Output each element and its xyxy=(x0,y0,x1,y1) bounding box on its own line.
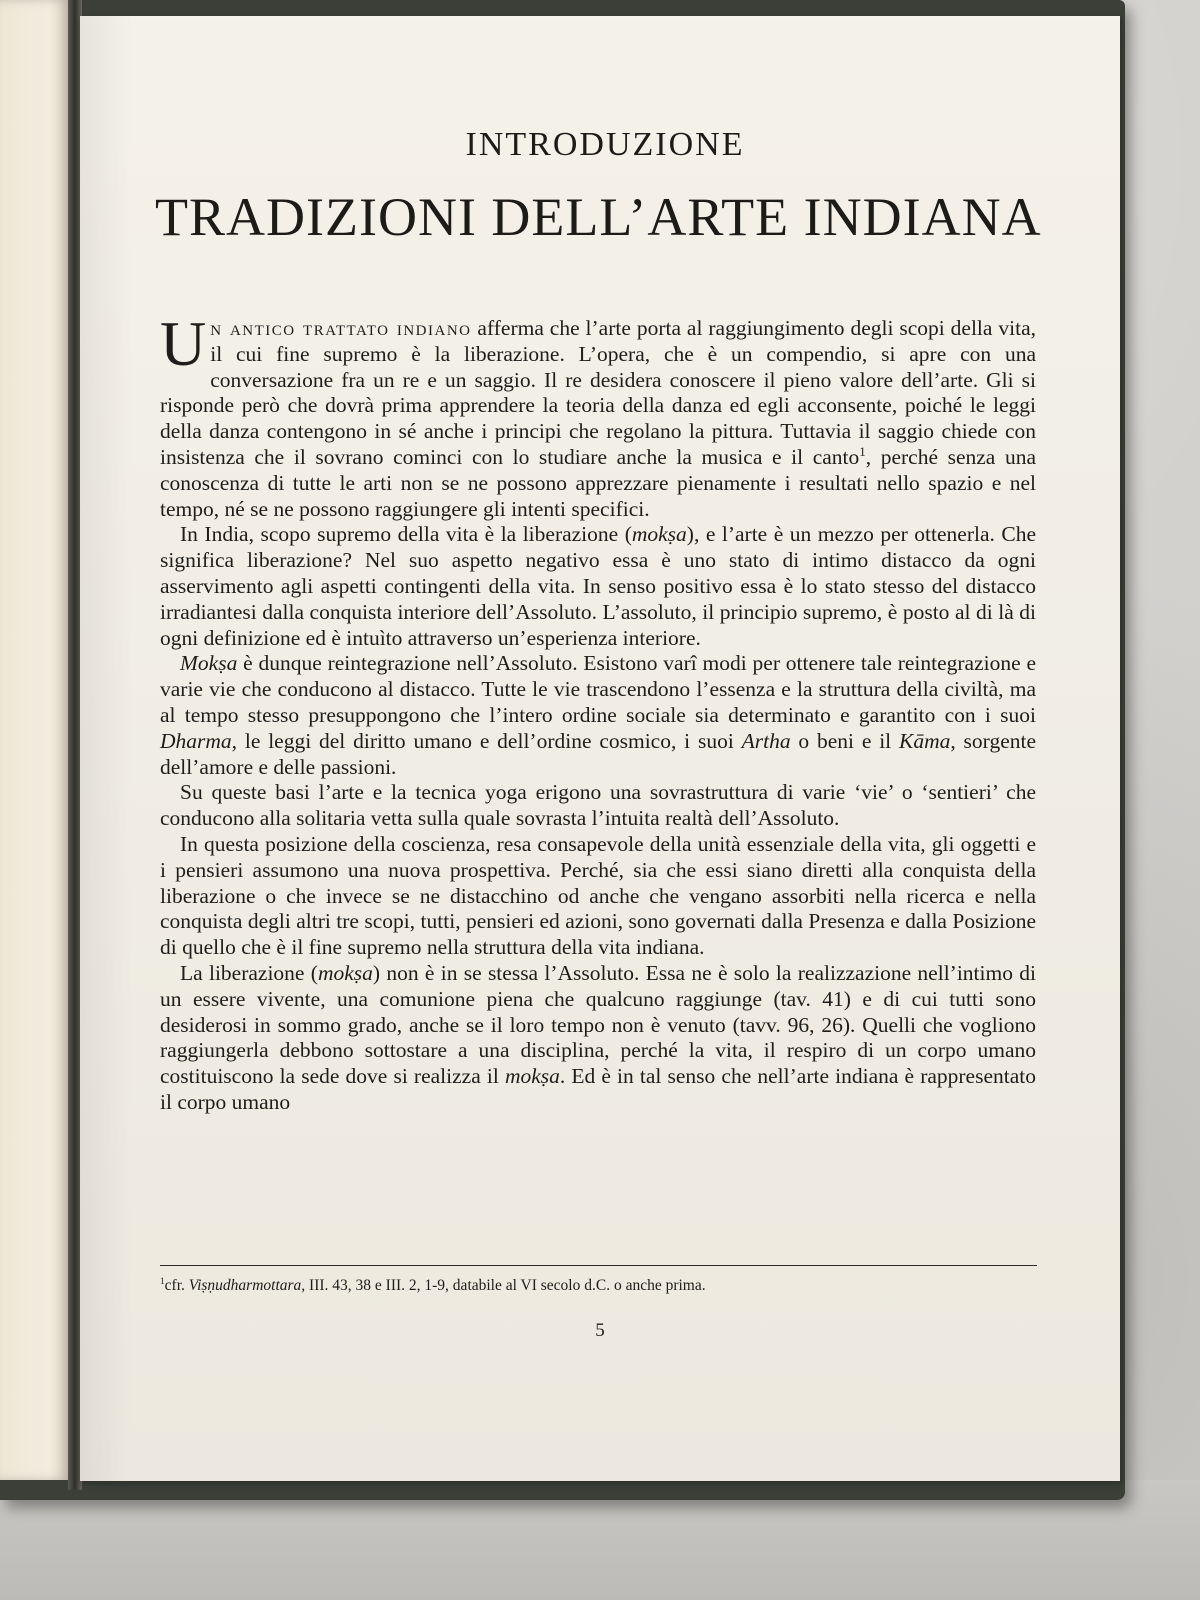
footnote-marker: 1 xyxy=(859,444,866,459)
paragraph-text: In India, scopo supremo della vita è la liberazione ( xyxy=(180,522,632,547)
italic-term: Mokṣa xyxy=(180,651,238,676)
chapter-title: TRADIZIONI DELL’ARTE INDIANA xyxy=(155,187,1042,247)
paragraph-4: Su queste basi l’arte e la tecnica yoga erigono una sovrastruttura di varie ‘vie’ o ‘sentieri’ che conducono alla solitaria vetta sulla quale sovrasta l’intuita realtà dell’Assoluto. xyxy=(160,780,1036,831)
italic-term: mokṣa xyxy=(504,1064,560,1089)
opening-smallcaps: n antico trattato indiano xyxy=(210,316,472,340)
italic-term: Kāma xyxy=(898,728,951,753)
paragraph-text: , sorgente dell’amore e delle passioni. xyxy=(160,728,1037,779)
paragraph-text: o beni e il xyxy=(790,728,899,753)
footnote-text: cfr. xyxy=(164,1277,189,1294)
paragraph-text: . Ed è in tal senso che nell’arte indiana è rappresentato il corpo umano xyxy=(160,1064,1036,1114)
italic-term: Dharma xyxy=(160,728,232,753)
footnote xyxy=(160,1277,1037,1295)
paragraph-1 xyxy=(160,308,1037,522)
paragraph-text: , le leggi del diritto umano e dell’ordine cosmico, i suoi xyxy=(231,728,742,753)
page-header xyxy=(155,126,1042,248)
paragraph-text: ) non è in se stessa l’Assoluto. Essa ne è solo la realizzazione nell’intimo di un essere vivente, una comunione piena che qualcuno raggiunge (tav. 41) e di cui tutti sono desiderosi in sommo grado, anche se il loro tempo non è venuto (tavv. 96, 26). Quelli che vogliono raggiungerla debbono sottostare a una disciplina, perché la vita, il respiro di un corpo umano costituiscono la sede dove si realizza il xyxy=(160,960,1036,1089)
drop-cap: U xyxy=(160,308,207,379)
section-heading: INTRODUZIONE xyxy=(465,126,745,163)
paragraph-text: , perché senza una conoscenza di tutte le arti non se ne possono apprezzare pienamente i resultati nello spazio e nel tempo, né se ne possono raggiungere gli intenti specifici. xyxy=(160,444,1037,521)
page-number: 5 xyxy=(595,1320,605,1341)
paragraph-text: La liberazione ( xyxy=(180,960,318,985)
footnote-divider xyxy=(160,1265,1037,1266)
paragraph-text: afferma che l’arte porta al raggiungimento degli scopi della vita, il cui fine supremo è la liberazione. L’opera, che è un compendio, si apre con una conversazione fra un re e un saggio. Il re desidera conoscere il pieno valore dell’arte. Gli si risponde però che dovrà prima apprendere la teoria della danza ed egli acconsente, poiché le leggi della danza contengono in sé anche i principi che regolano la pittura. Tuttavia il saggio chiede con insistenza che il sovrano cominci con lo studiare anche la musica e il canto xyxy=(160,316,1036,469)
paragraph-text: ), e l’arte è un mezzo per ottenerla. Che significa liberazione? Nel suo aspetto negativo essa è uno stato di intimo distacco da ogni asservimento agli aspetti contingenti della vita. In senso positivo essa è lo stato stesso del distacco irradiantesi dalla conquista interiore dell’Assoluto. L’assoluto, il principio supremo, è posto al di là di ogni definizione ed è intuìto attraverso un’esperienza interiore. xyxy=(160,522,1036,650)
italic-term: mokṣa xyxy=(631,522,687,547)
paragraph-6 xyxy=(160,961,1036,1116)
body-text xyxy=(160,308,1037,1116)
paragraph-3 xyxy=(160,651,1036,780)
footnote-italic: Viṣṇudharmottara xyxy=(188,1277,302,1294)
book-page xyxy=(80,16,1120,1481)
paragraph-text: è dunque reintegrazione nell’Assoluto. Esistono varî modi per ottenere tale reintegrazione e varie vie che conducono al distacco. Tutte le vie trascendono l’essenza e la struttura della civiltà, ma al tempo stesso presuppongono che l’intero ordine sociale sia determinato e garantito con i suoi xyxy=(160,651,1036,727)
paragraph-5: In questa posizione della coscienza, resa consapevole della unità essenziale della vita, gli oggetti e i pensieri assumono una nuova prospettiva. Perché, sia che essi siano diretti alla conquista della liberazione o che invece se ne distacchino od anche che vengano assorbiti nella ricerca e nella conquista degli altri tre scopi, tutti, pensieri ed azioni, sono governati dalla Presenza e dalla Posizione di quello che è il fine supremo nella struttura della vita indiana. xyxy=(160,831,1036,960)
italic-term: mokṣa xyxy=(317,960,373,985)
footnote-text: , III. 43, 38 e III. 2, 1-9, databile al VI secolo d.C. o anche prima. xyxy=(301,1277,706,1294)
paragraph-2 xyxy=(160,522,1036,651)
left-page-edge xyxy=(0,0,70,1480)
italic-term: Artha xyxy=(741,728,791,753)
footnote-number: 1 xyxy=(160,1276,165,1287)
